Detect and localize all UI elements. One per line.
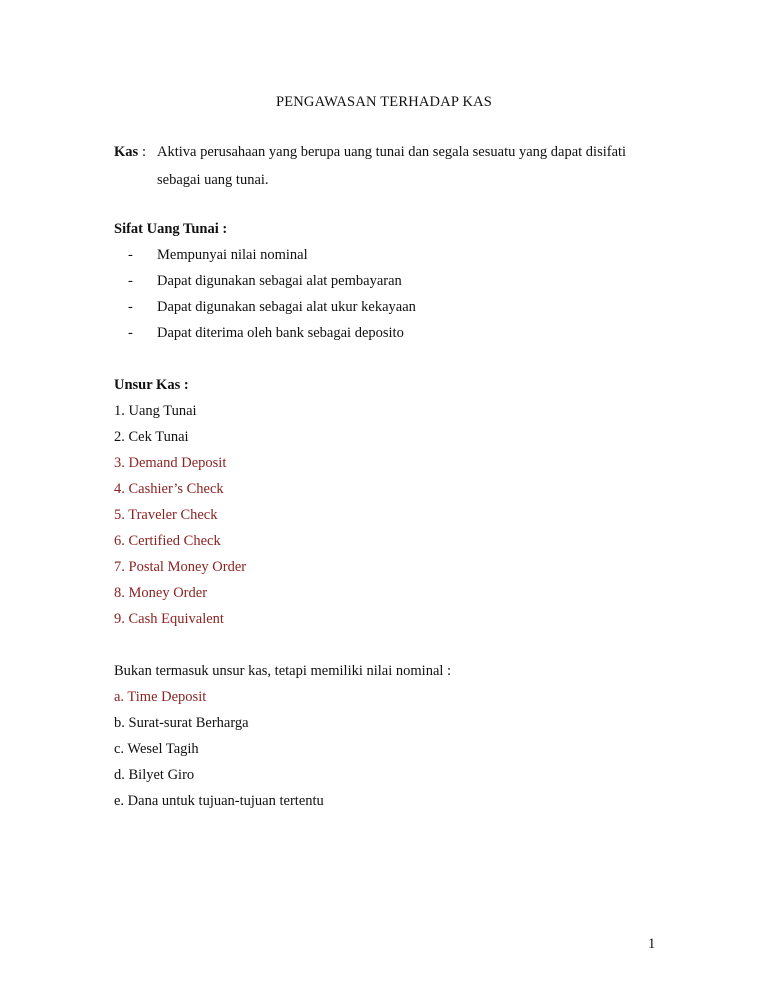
bullet-dash: - (128, 325, 133, 341)
unsur-item: 3. Demand Deposit (114, 455, 227, 471)
kas-definition-line-2: sebagai uang tunai. (157, 172, 269, 188)
kas-definition-line-1: Aktiva perusahaan yang berupa uang tunai dan segala sesuatu yang dapat disifati (157, 144, 627, 160)
page-number: 1 (648, 936, 656, 952)
unsur-item: 8. Money Order (114, 585, 208, 601)
bullet-dash: - (128, 247, 133, 263)
bukan-heading: Bukan termasuk unsur kas, tetapi memiliki nilai nominal : (114, 663, 452, 679)
bullet-dash: - (128, 299, 133, 315)
bukan-item: e. Dana untuk tujuan-tujuan tertentu (114, 793, 324, 809)
unsur-heading: Unsur Kas : (114, 377, 189, 393)
unsur-item: 5. Traveler Check (114, 507, 218, 523)
unsur-item: 4. Cashier’s Check (114, 481, 224, 497)
unsur-item: 7. Postal Money Order (114, 559, 247, 575)
bukan-item: c. Wesel Tagih (114, 741, 199, 757)
unsur-item: 9. Cash Equivalent (114, 611, 224, 627)
bullet-dash: - (128, 273, 133, 289)
bukan-item: a. Time Deposit (114, 689, 207, 705)
page-title: PENGAWASAN TERHADAP KAS (275, 94, 493, 110)
unsur-item: 1. Uang Tunai (114, 403, 197, 419)
kas-colon: : (142, 144, 147, 160)
kas-label: Kas (114, 144, 139, 160)
sifat-item: Dapat diterima oleh bank sebagai deposito (157, 325, 404, 341)
bukan-item: d. Bilyet Giro (114, 767, 195, 783)
unsur-item: 6. Certified Check (114, 533, 221, 549)
unsur-item: 2. Cek Tunai (114, 429, 189, 445)
bukan-item: b. Surat-surat Berharga (114, 715, 249, 731)
sifat-item: Mempunyai nilai nominal (157, 247, 308, 263)
sifat-item: Dapat digunakan sebagai alat pembayaran (157, 273, 402, 289)
sifat-heading: Sifat Uang Tunai : (114, 221, 228, 237)
sifat-item: Dapat digunakan sebagai alat ukur kekayaan (157, 299, 416, 315)
